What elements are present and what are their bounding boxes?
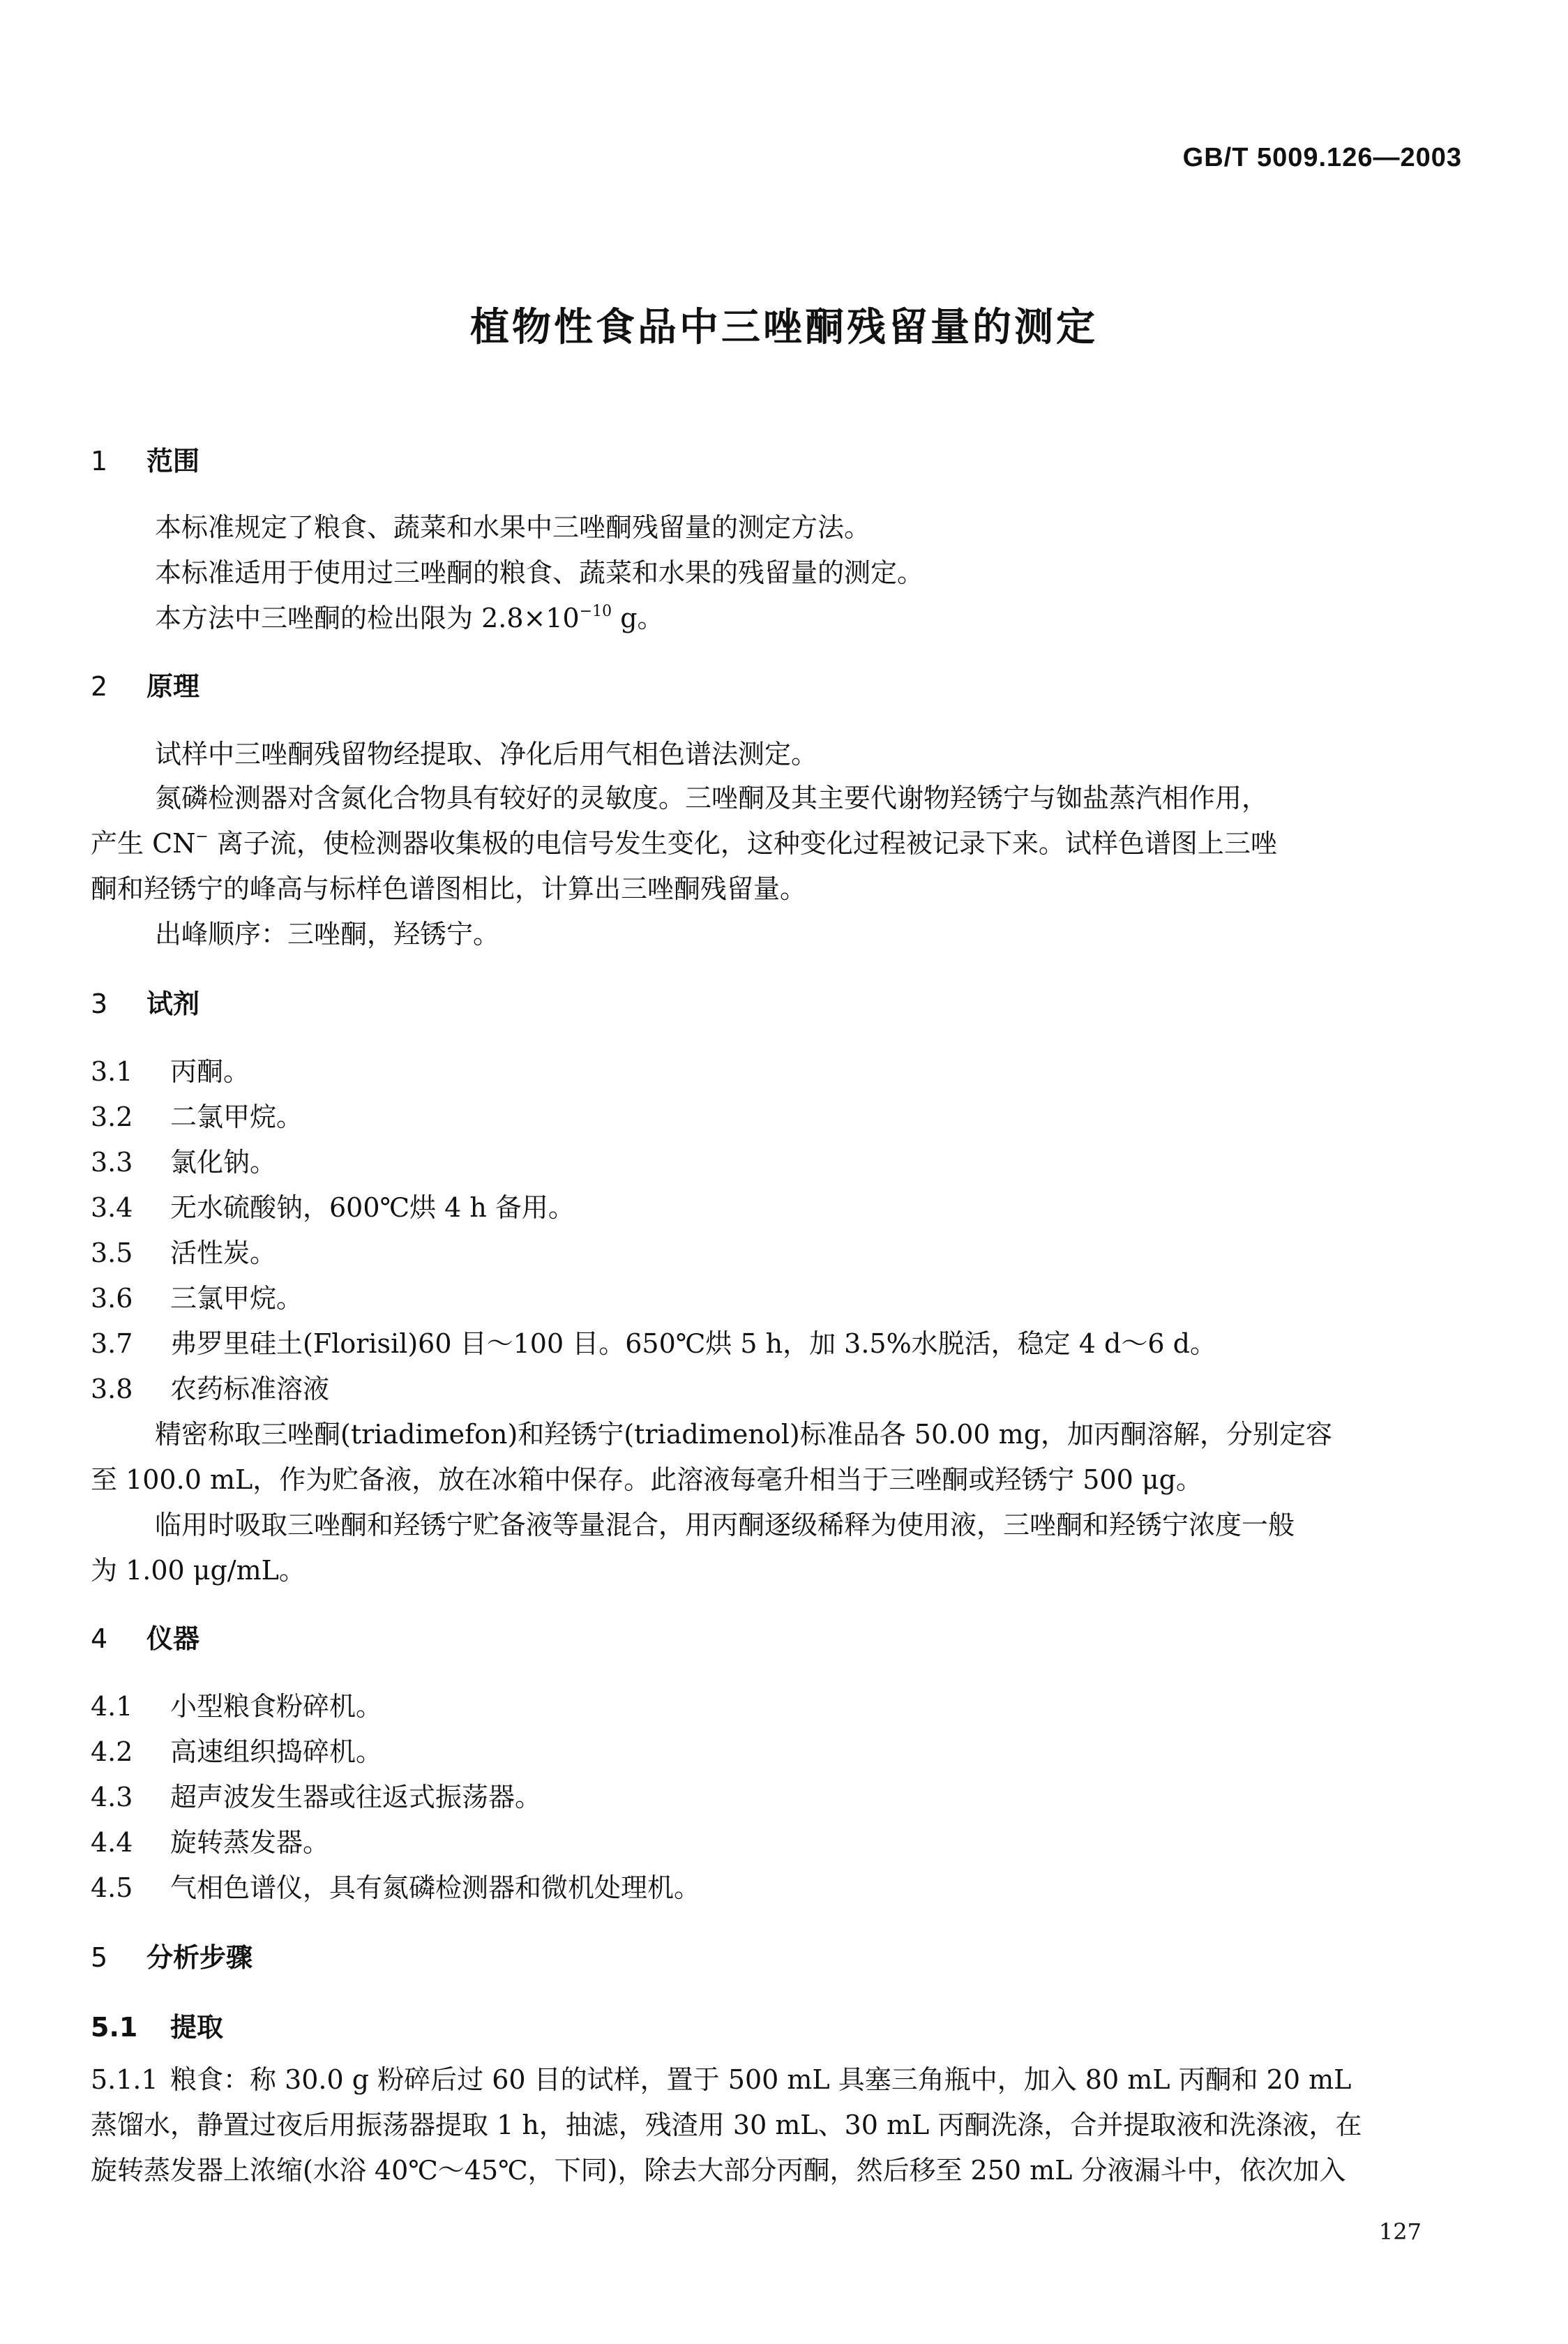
list-item: 3.1 丙酮。 xyxy=(91,1056,250,1087)
list-item: 3.4 无水硫酸钠，600℃烘 4 h 备用。 xyxy=(91,1192,575,1223)
list-item: 4.4 旋转蒸发器。 xyxy=(91,1827,330,1858)
paragraph: 试样中三唑酮残留物经提取、净化后用气相色谱法测定。 xyxy=(155,739,818,769)
paragraph: 本标准规定了粮食、蔬菜和水果中三唑酮残留量的测定方法。 xyxy=(155,512,871,543)
section-3-heading: 3 试剂 xyxy=(91,989,200,1019)
section-1-heading: 1 范围 xyxy=(91,446,200,476)
paragraph: 5.1.1 粮食：称 30.0 g 粉碎后过 60 目的试样，置于 500 mL 具塞三角瓶中，加入 80 mL 丙酮和 20 mL xyxy=(91,2064,1352,2095)
paragraph: 临用时吸取三唑酮和羟锈宁贮备液等量混合，用丙酮逐级稀释为使用液，三唑酮和羟锈宁浓度一般 xyxy=(155,1510,1295,1540)
list-item: 3.3 氯化钠。 xyxy=(91,1147,277,1178)
list-item: 4.1 小型粮食粉碎机。 xyxy=(91,1691,383,1722)
paragraph: 旋转蒸发器上浓缩(水浴 40℃～45℃，下同)，除去大部分丙酮，然后移至 250 mL 分液漏斗中，依次加入 xyxy=(91,2155,1346,2186)
page-number: 127 xyxy=(1378,2218,1422,2245)
paragraph: 至 100.0 mL，作为贮备液，放在冰箱中保存。此溶液每毫升相当于三唑酮或羟锈宁 500 μg。 xyxy=(91,1464,1203,1495)
subsection-heading: 5.1 提取 xyxy=(91,2012,224,2043)
paragraph: 出峰顺序：三唑酮，羟锈宁。 xyxy=(155,919,500,949)
list-item: 3.7 弗罗里硅土(Florisil)60 目～100 目。650℃烘 5 h，加 3.5%水脱活，稳定 4 d～6 d。 xyxy=(91,1328,1216,1359)
list-item: 3.6 三氯甲烷。 xyxy=(91,1283,303,1314)
paragraph: 产生 CN− 离子流，使检测器收集极的电信号发生变化，这种变化过程被记录下来。试样色谱图上三唑 xyxy=(91,828,1277,859)
list-item: 4.5 气相色谱仪，具有氮磷检测器和微机处理机。 xyxy=(91,1872,701,1903)
section-2-heading: 2 原理 xyxy=(91,671,200,702)
paragraph: 氮磷检测器对含氮化合物具有较好的灵敏度。三唑酮及其主要代谢物羟锈宁与铷盐蒸汽相作用， xyxy=(155,783,1269,813)
list-item: 4.2 高速组织捣碎机。 xyxy=(91,1736,383,1767)
list-item: 3.5 活性炭。 xyxy=(91,1238,277,1268)
document-title: 植物性食品中三唑酮残留量的测定 xyxy=(470,305,1098,350)
section-4-heading: 4 仪器 xyxy=(91,1623,200,1654)
paragraph: 酮和羟锈宁的峰高与标样色谱图相比，计算出三唑酮残留量。 xyxy=(91,873,807,904)
paragraph: 精密称取三唑酮(triadimefon)和羟锈宁(triadimenol)标准品各 50.00 mg，加丙酮溶解，分别定容 xyxy=(155,1419,1333,1450)
paragraph: 本标准适用于使用过三唑酮的粮食、蔬菜和水果的残留量的测定。 xyxy=(155,557,924,588)
section-5-heading: 5 分析步骤 xyxy=(91,1942,253,1973)
list-item: 4.3 超声波发生器或往返式振荡器。 xyxy=(91,1782,542,1812)
paragraph: 为 1.00 μg/mL。 xyxy=(91,1555,306,1586)
detection-limit: 本方法中三唑酮的检出限为 $2.8\times 10^{-10}$ g。 xyxy=(155,603,664,633)
paragraph: 蒸馏水，静置过夜后用振荡器提取 1 h，抽滤，残渣用 30 mL、30 mL 丙酮洗涤，合并提取液和洗涤液，在 xyxy=(91,2110,1362,2140)
list-item: 3.8 农药标准溶液 xyxy=(91,1374,330,1404)
list-item: 3.2 二氯甲烷。 xyxy=(91,1102,303,1132)
standard-code: GB/T 5009.126—2003 xyxy=(1182,143,1462,172)
